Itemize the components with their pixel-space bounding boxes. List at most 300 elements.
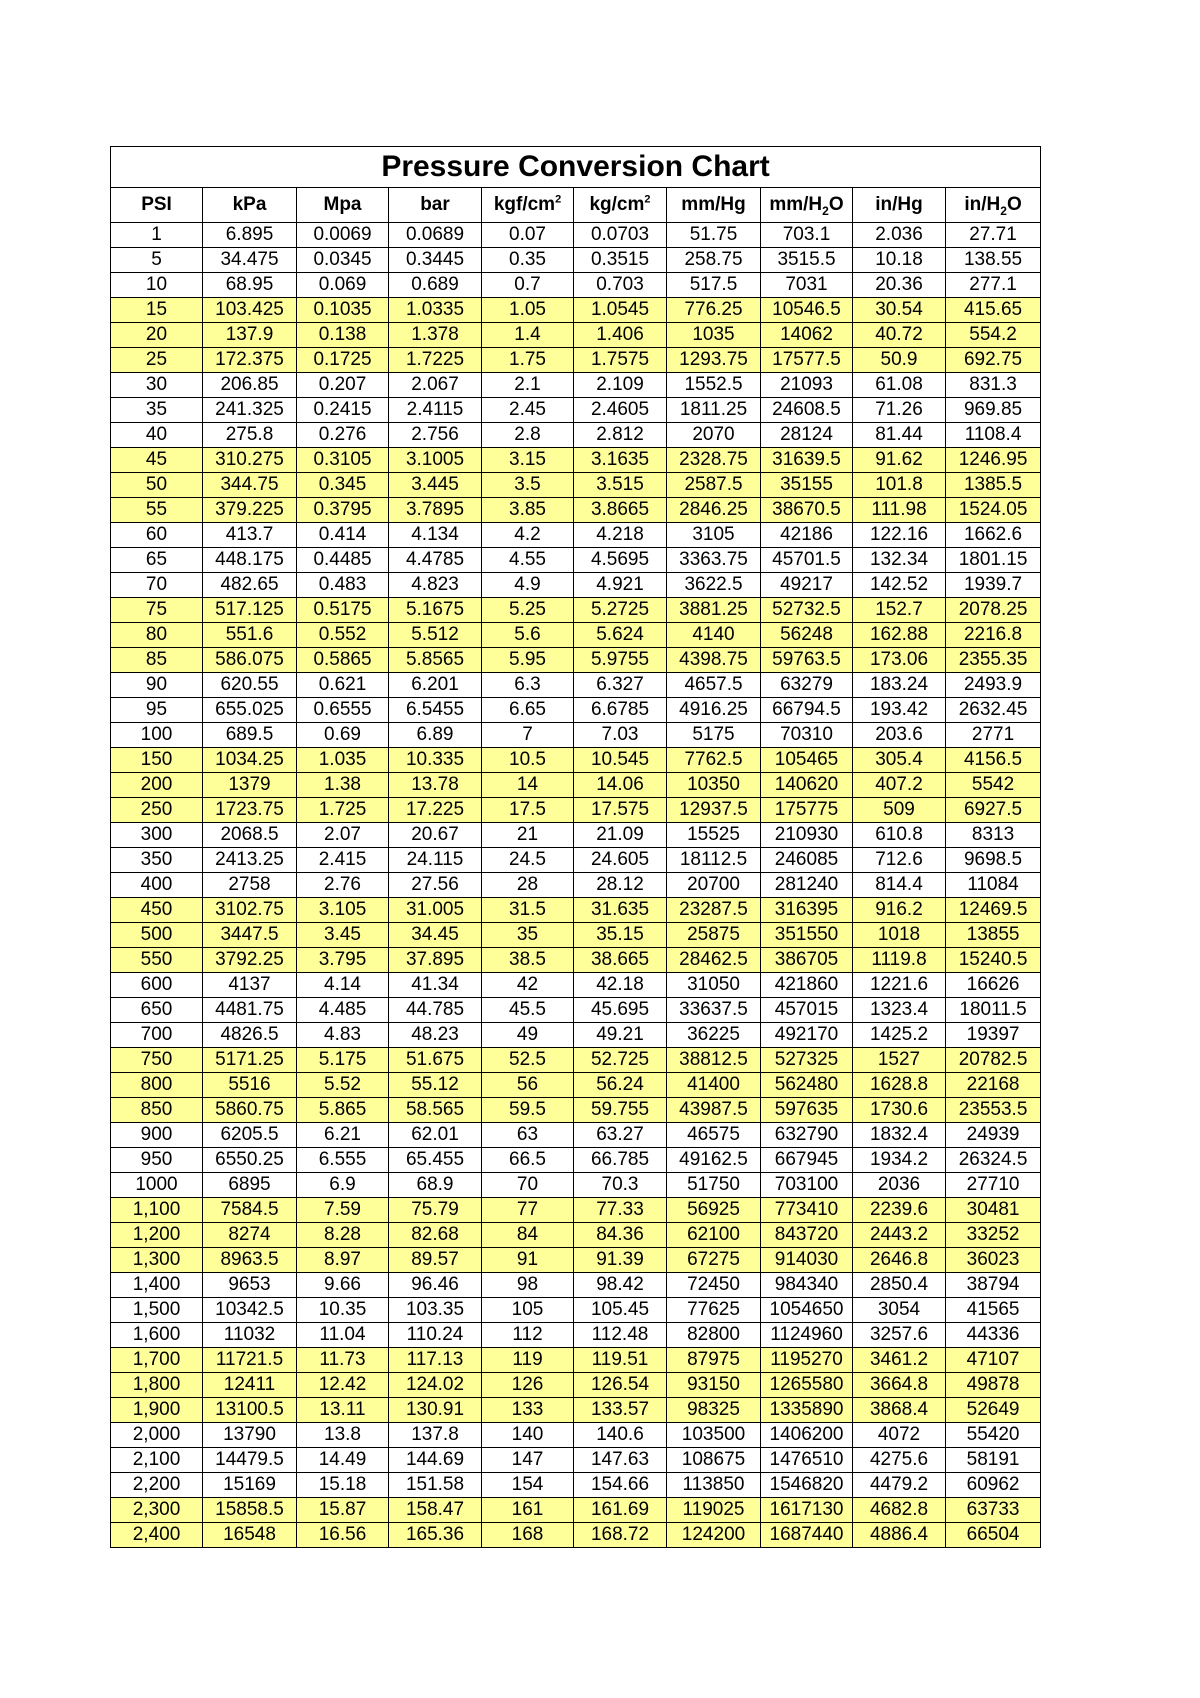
table-cell: 56925: [667, 1198, 761, 1223]
table-cell: 82800: [667, 1323, 761, 1348]
table-cell: 2.07: [297, 823, 389, 848]
table-cell: 1811.25: [667, 398, 761, 423]
chart-title: Pressure Conversion Chart: [111, 147, 1041, 188]
table-cell: 0.0069: [297, 223, 389, 248]
table-cell: 70: [111, 573, 203, 598]
table-cell: 517.125: [203, 598, 297, 623]
table-row: [111, 648, 1041, 673]
table-cell: 1.0335: [389, 298, 482, 323]
table-cell: 1.725: [297, 798, 389, 823]
table-cell: 7.59: [297, 1198, 389, 1223]
table-cell: 24.5: [482, 848, 574, 873]
table-cell: 1524.05: [946, 498, 1041, 523]
table-cell: 1.7225: [389, 348, 482, 373]
table-cell: 4137: [203, 973, 297, 998]
table-cell: 30: [111, 373, 203, 398]
table-cell: 5.8565: [389, 648, 482, 673]
table-cell: 126: [482, 1373, 574, 1398]
column-header: [667, 188, 761, 223]
table-cell: 58191: [946, 1448, 1041, 1473]
table-cell: 0.4485: [297, 548, 389, 573]
table-row: [111, 623, 1041, 648]
table-cell: 16548: [203, 1523, 297, 1548]
table-cell: 0.483: [297, 573, 389, 598]
table-cell: 241.325: [203, 398, 297, 423]
table-cell: 59.755: [574, 1098, 667, 1123]
table-row: [111, 698, 1041, 723]
table-cell: 140: [482, 1423, 574, 1448]
table-cell: 28.12: [574, 873, 667, 898]
table-cell: 7: [482, 723, 574, 748]
table-cell: 7031: [761, 273, 853, 298]
table-cell: 4481.75: [203, 998, 297, 1023]
table-cell: 0.6555: [297, 698, 389, 723]
table-cell: 1.38: [297, 773, 389, 798]
table-row: [111, 848, 1041, 873]
table-cell: 2443.2: [853, 1223, 946, 1248]
table-cell: 2758: [203, 873, 297, 898]
table-cell: 703.1: [761, 223, 853, 248]
table-cell: 140.6: [574, 1423, 667, 1448]
table-cell: 0.3795: [297, 498, 389, 523]
table-row: [111, 1448, 1041, 1473]
table-cell: 91.62: [853, 448, 946, 473]
table-cell: 5.624: [574, 623, 667, 648]
table-cell: 119.51: [574, 1348, 667, 1373]
table-cell: 68.9: [389, 1173, 482, 1198]
table-cell: 33252: [946, 1223, 1041, 1248]
table-cell: 35.15: [574, 923, 667, 948]
table-cell: 193.42: [853, 698, 946, 723]
table-cell: 50: [111, 473, 203, 498]
table-cell: 448.175: [203, 548, 297, 573]
table-cell: 15169: [203, 1473, 297, 1498]
table-cell: 650: [111, 998, 203, 1023]
table-cell: 137.8: [389, 1423, 482, 1448]
table-cell: 0.207: [297, 373, 389, 398]
table-cell: 63733: [946, 1498, 1041, 1523]
table-cell: 3461.2: [853, 1348, 946, 1373]
table-cell: 38670.5: [761, 498, 853, 523]
table-cell: 1: [111, 223, 203, 248]
table-row: [111, 798, 1041, 823]
table-cell: 14062: [761, 323, 853, 348]
table-cell: 150: [111, 748, 203, 773]
table-cell: 914030: [761, 1248, 853, 1273]
table-cell: 103.425: [203, 298, 297, 323]
table-cell: 63279: [761, 673, 853, 698]
table-cell: 203.6: [853, 723, 946, 748]
table-cell: 0.1035: [297, 298, 389, 323]
table-cell: 2.45: [482, 398, 574, 423]
table-cell: 84.36: [574, 1223, 667, 1248]
table-cell: 1018: [853, 923, 946, 948]
column-header-superscript: 2: [555, 193, 562, 206]
table-cell: 133.57: [574, 1398, 667, 1423]
table-cell: 48.23: [389, 1023, 482, 1048]
table-row: [111, 1148, 1041, 1173]
table-cell: 77: [482, 1198, 574, 1223]
table-cell: 750: [111, 1048, 203, 1073]
table-cell: 5.1675: [389, 598, 482, 623]
table-cell: 52.5: [482, 1048, 574, 1073]
table-cell: 1.7575: [574, 348, 667, 373]
table-cell: 0.138: [297, 323, 389, 348]
table-cell: 1,100: [111, 1198, 203, 1223]
table-cell: 165.36: [389, 1523, 482, 1548]
table-cell: 0.414: [297, 523, 389, 548]
table-cell: 124.02: [389, 1373, 482, 1398]
table-cell: 9698.5: [946, 848, 1041, 873]
table-cell: 21.09: [574, 823, 667, 848]
table-cell: 41565: [946, 1298, 1041, 1323]
table-cell: 34.45: [389, 923, 482, 948]
table-cell: 3.105: [297, 898, 389, 923]
table-row: [111, 873, 1041, 898]
table-cell: 59.5: [482, 1098, 574, 1123]
table-row: [111, 373, 1041, 398]
table-cell: 56: [482, 1073, 574, 1098]
table-cell: 65: [111, 548, 203, 573]
table-cell: 800: [111, 1073, 203, 1098]
column-header-label: kgf/cm: [493, 194, 556, 215]
table-cell: 112.48: [574, 1323, 667, 1348]
table-cell: 2632.45: [946, 698, 1041, 723]
table-cell: 62.01: [389, 1123, 482, 1148]
table-cell: 692.75: [946, 348, 1041, 373]
table-cell: 45.5: [482, 998, 574, 1023]
table-row: [111, 723, 1041, 748]
table-cell: 138.55: [946, 248, 1041, 273]
table-row: [111, 298, 1041, 323]
table-cell: 98.42: [574, 1273, 667, 1298]
table-cell: 1730.6: [853, 1098, 946, 1123]
table-cell: 117.13: [389, 1348, 482, 1373]
table-cell: 137.9: [203, 323, 297, 348]
table-cell: 6.6785: [574, 698, 667, 723]
table-cell: 66504: [946, 1523, 1041, 1548]
table-row: [111, 898, 1041, 923]
table-cell: 10.335: [389, 748, 482, 773]
table-cell: 13.11: [297, 1398, 389, 1423]
table-cell: 2771: [946, 723, 1041, 748]
table-cell: 831.3: [946, 373, 1041, 398]
table-row: [111, 1373, 1041, 1398]
table-cell: 1527: [853, 1048, 946, 1073]
table-cell: 8274: [203, 1223, 297, 1248]
table-row: [111, 523, 1041, 548]
table-cell: 6.89: [389, 723, 482, 748]
table-row: [111, 1248, 1041, 1273]
table-cell: 3664.8: [853, 1373, 946, 1398]
table-cell: 1,500: [111, 1298, 203, 1323]
table-row: [111, 1098, 1041, 1123]
table-cell: 305.4: [853, 748, 946, 773]
table-cell: 0.621: [297, 673, 389, 698]
table-cell: 85: [111, 648, 203, 673]
table-cell: 18112.5: [667, 848, 761, 873]
column-header-label: kPa: [232, 194, 267, 215]
table-cell: 55420: [946, 1423, 1041, 1448]
table-cell: 900: [111, 1123, 203, 1148]
table-cell: 386705: [761, 948, 853, 973]
table-cell: 6895: [203, 1173, 297, 1198]
table-cell: 3.1005: [389, 448, 482, 473]
table-cell: 77.33: [574, 1198, 667, 1223]
table-cell: 632790: [761, 1123, 853, 1148]
table-cell: 0.689: [389, 273, 482, 298]
table-cell: 91: [482, 1248, 574, 1273]
table-cell: 950: [111, 1148, 203, 1173]
column-header: [389, 188, 482, 223]
table-cell: 773410: [761, 1198, 853, 1223]
table-cell: 11084: [946, 873, 1041, 898]
table-cell: 3102.75: [203, 898, 297, 923]
table-cell: 93150: [667, 1373, 761, 1398]
table-row: [111, 548, 1041, 573]
table-cell: 6.327: [574, 673, 667, 698]
table-cell: 1,700: [111, 1348, 203, 1373]
table-cell: 13.78: [389, 773, 482, 798]
table-cell: 2587.5: [667, 473, 761, 498]
table-row: [111, 1473, 1041, 1498]
table-cell: 6.9: [297, 1173, 389, 1198]
table-cell: 60962: [946, 1473, 1041, 1498]
table-cell: 142.52: [853, 573, 946, 598]
table-cell: 38794: [946, 1273, 1041, 1298]
table-cell: 77625: [667, 1298, 761, 1323]
table-cell: 45701.5: [761, 548, 853, 573]
table-cell: 482.65: [203, 573, 297, 598]
table-cell: 42186: [761, 523, 853, 548]
table-cell: 3257.6: [853, 1323, 946, 1348]
table-cell: 1385.5: [946, 473, 1041, 498]
table-cell: 90: [111, 673, 203, 698]
table-cell: 13100.5: [203, 1398, 297, 1423]
table-cell: 70: [482, 1173, 574, 1198]
table-cell: 2646.8: [853, 1248, 946, 1273]
table-cell: 703100: [761, 1173, 853, 1198]
table-cell: 5171.25: [203, 1048, 297, 1073]
table-cell: 1832.4: [853, 1123, 946, 1148]
table-cell: 4.14: [297, 973, 389, 998]
table-cell: 316395: [761, 898, 853, 923]
table-cell: 6550.25: [203, 1148, 297, 1173]
table-cell: 3515.5: [761, 248, 853, 273]
table-cell: 4.2: [482, 523, 574, 548]
table-cell: 6.895: [203, 223, 297, 248]
table-cell: 47107: [946, 1348, 1041, 1373]
table-cell: 101.8: [853, 473, 946, 498]
table-cell: 61.08: [853, 373, 946, 398]
table-cell: 2493.9: [946, 673, 1041, 698]
table-cell: 23553.5: [946, 1098, 1041, 1123]
table-cell: 173.06: [853, 648, 946, 673]
table-cell: 258.75: [667, 248, 761, 273]
pressure-conversion-table: [110, 146, 1041, 1548]
table-cell: 3.515: [574, 473, 667, 498]
table-cell: 45: [111, 448, 203, 473]
table-row: [111, 448, 1041, 473]
table-row: [111, 673, 1041, 698]
table-cell: 1323.4: [853, 998, 946, 1023]
column-header-label: PSI: [141, 194, 172, 215]
table-cell: 4.134: [389, 523, 482, 548]
table-cell: 161.69: [574, 1498, 667, 1523]
table-cell: 1546820: [761, 1473, 853, 1498]
table-cell: 44336: [946, 1323, 1041, 1348]
table-cell: 72450: [667, 1273, 761, 1298]
table-cell: 1195270: [761, 1348, 853, 1373]
table-cell: 7.03: [574, 723, 667, 748]
column-header: [203, 188, 297, 223]
table-cell: 344.75: [203, 473, 297, 498]
table-cell: 2.4115: [389, 398, 482, 423]
table-row: [111, 248, 1041, 273]
table-cell: 113850: [667, 1473, 761, 1498]
table-cell: 2,400: [111, 1523, 203, 1548]
table-cell: 0.3445: [389, 248, 482, 273]
table-cell: 5.512: [389, 623, 482, 648]
table-cell: 4275.6: [853, 1448, 946, 1473]
table-cell: 15525: [667, 823, 761, 848]
table-cell: 1425.2: [853, 1023, 946, 1048]
table-cell: 66.5: [482, 1148, 574, 1173]
table-cell: 14: [482, 773, 574, 798]
table-cell: 45.695: [574, 998, 667, 1023]
table-cell: 2,300: [111, 1498, 203, 1523]
table-cell: 1293.75: [667, 348, 761, 373]
table-cell: 36225: [667, 1023, 761, 1048]
table-cell: 3.795: [297, 948, 389, 973]
table-cell: 1124960: [761, 1323, 853, 1348]
table-cell: 5.25: [482, 598, 574, 623]
table-cell: 50.9: [853, 348, 946, 373]
table-cell: 31.005: [389, 898, 482, 923]
table-cell: 5.2725: [574, 598, 667, 623]
table-cell: 1034.25: [203, 748, 297, 773]
table-cell: 415.65: [946, 298, 1041, 323]
table-cell: 3.445: [389, 473, 482, 498]
table-cell: 1000: [111, 1173, 203, 1198]
table-cell: 4657.5: [667, 673, 761, 698]
table-cell: 1265580: [761, 1373, 853, 1398]
table-cell: 52649: [946, 1398, 1041, 1423]
table-cell: 62100: [667, 1223, 761, 1248]
table-cell: 3881.25: [667, 598, 761, 623]
table-cell: 0.35: [482, 248, 574, 273]
table-cell: 586.075: [203, 648, 297, 673]
column-header-label: Mpa: [323, 194, 362, 215]
table-cell: 12.42: [297, 1373, 389, 1398]
table-cell: 0.07: [482, 223, 574, 248]
table-cell: 277.1: [946, 273, 1041, 298]
table-cell: 8.97: [297, 1248, 389, 1273]
table-cell: 46575: [667, 1123, 761, 1148]
table-cell: 2328.75: [667, 448, 761, 473]
table-row: [111, 398, 1041, 423]
table-cell: 3622.5: [667, 573, 761, 598]
table-cell: 3.7895: [389, 498, 482, 523]
table-cell: 5542: [946, 773, 1041, 798]
table-cell: 2,000: [111, 1423, 203, 1448]
table-cell: 0.3105: [297, 448, 389, 473]
column-header-label: kg/cm: [589, 194, 645, 215]
table-cell: 984340: [761, 1273, 853, 1298]
column-header: [574, 188, 667, 223]
table-cell: 51750: [667, 1173, 761, 1198]
table-cell: 8313: [946, 823, 1041, 848]
table-cell: 2.109: [574, 373, 667, 398]
table-cell: 42: [482, 973, 574, 998]
table-cell: 527325: [761, 1048, 853, 1073]
table-cell: 2.812: [574, 423, 667, 448]
table-cell: 4.823: [389, 573, 482, 598]
table-cell: 3.8665: [574, 498, 667, 523]
table-cell: 63: [482, 1123, 574, 1148]
table-cell: 43987.5: [667, 1098, 761, 1123]
table-cell: 1108.4: [946, 423, 1041, 448]
column-header-suffix: O: [1006, 194, 1022, 215]
table-cell: 275.8: [203, 423, 297, 448]
table-cell: 850: [111, 1098, 203, 1123]
table-cell: 70310: [761, 723, 853, 748]
table-cell: 4886.4: [853, 1523, 946, 1548]
column-header-subscript: 2: [1000, 203, 1007, 218]
table-cell: 6.65: [482, 698, 574, 723]
table-cell: 0.345: [297, 473, 389, 498]
table-cell: 3105: [667, 523, 761, 548]
table-cell: 0.7: [482, 273, 574, 298]
table-cell: 281240: [761, 873, 853, 898]
table-cell: 0.0689: [389, 223, 482, 248]
table-cell: 3363.75: [667, 548, 761, 573]
table-cell: 23287.5: [667, 898, 761, 923]
table-cell: 2068.5: [203, 823, 297, 848]
table-cell: 152.7: [853, 598, 946, 623]
table-cell: 10546.5: [761, 298, 853, 323]
table-cell: 1687440: [761, 1523, 853, 1548]
table-cell: 158.47: [389, 1498, 482, 1523]
table-cell: 161: [482, 1498, 574, 1523]
table-cell: 16626: [946, 973, 1041, 998]
table-cell: 2036: [853, 1173, 946, 1198]
table-cell: 0.0345: [297, 248, 389, 273]
table-cell: 1476510: [761, 1448, 853, 1473]
table-cell: 3.15: [482, 448, 574, 473]
table-cell: 112: [482, 1323, 574, 1348]
table-cell: 7762.5: [667, 748, 761, 773]
table-cell: 1,900: [111, 1398, 203, 1423]
table-cell: 2,100: [111, 1448, 203, 1473]
table-cell: 25: [111, 348, 203, 373]
table-cell: 60: [111, 523, 203, 548]
table-cell: 140620: [761, 773, 853, 798]
column-header-label: in/H: [964, 194, 1001, 215]
table-cell: 38.665: [574, 948, 667, 973]
table-row: [111, 1348, 1041, 1373]
table-row: [111, 1023, 1041, 1048]
table-cell: 31050: [667, 973, 761, 998]
table-cell: 0.552: [297, 623, 389, 648]
table-cell: 2078.25: [946, 598, 1041, 623]
table-cell: 24939: [946, 1123, 1041, 1148]
table-cell: 24608.5: [761, 398, 853, 423]
table-cell: 67275: [667, 1248, 761, 1273]
table-cell: 0.276: [297, 423, 389, 448]
table-cell: 15858.5: [203, 1498, 297, 1523]
table-cell: 551.6: [203, 623, 297, 648]
